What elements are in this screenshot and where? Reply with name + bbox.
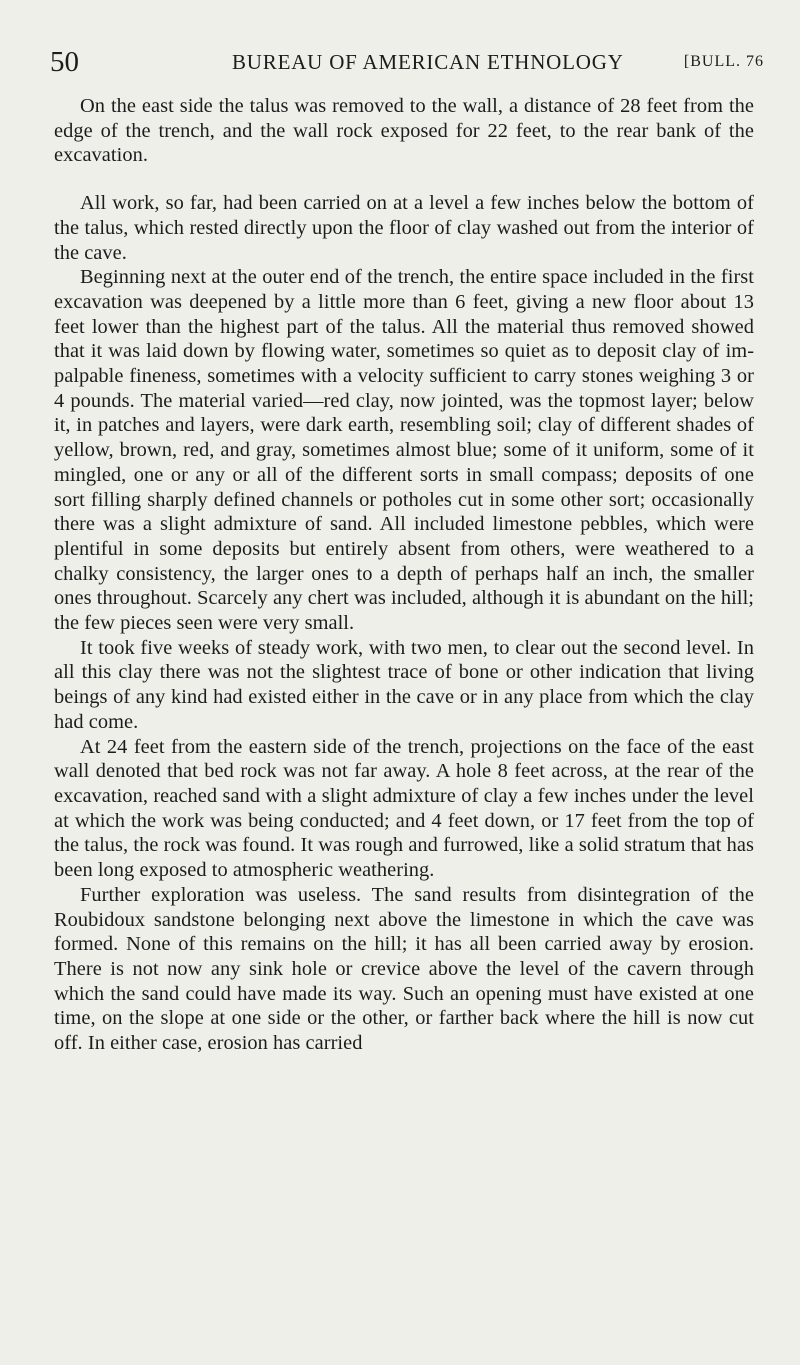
paragraph: All work, so far, had been carried on at a level a few inches below the bottom of the talus, which rested directly upon the floor of clay washed out from the interior of the cave. [54,192,754,264]
paragraph: Further exploration was useless. The sand results from disintegration of the Roubidoux sandstone belonging next above the limestone in which the cave was formed. None of this remains on the hill; it has all been carried away by erosion. There is not now any sink hole or crevice above the level of the cavern through which the sand could have made its way. Such an opening must have existed at one time, on the slope at one side or the other, or farther back where the hill is now cut off. In either case, erosion has carried [54,883,754,1055]
page-number: 50 [50,46,79,78]
running-title: BUREAU OF AMERICAN ETHNOLOGY [232,50,624,74]
body-text [54,94,754,1056]
paragraph: It took five weeks of steady work, with two men, to clear out the second level. In all this clay there was not the slightest trace of bone or other indication that living beings of any kind had existed either in the cave or in any place from which the clay had come. [54,636,754,733]
paragraph: On the east side the talus was removed to the wall, a distance of 28 feet from the edge of the trench, and the wall rock exposed for 22 feet, to the rear bank of the excavation. [54,95,754,167]
paragraph: At 24 feet from the eastern side of the trench, projections on the face of the east wall denoted that bed rock was not far away. A hole 8 feet across, at the rear of the excavation, reached sand with a slight admixture of clay a few inches under the level at which the work was being conducted; and 4 feet down, or 17 feet from the top of the talus, the rock was found. It was rough and furrowed, like a solid stratum that has been long exposed to atmospheric weathering. [54,735,754,882]
bulletin-reference: [BULL. 76 [683,53,764,70]
page-header [50,44,764,80]
paragraph: Beginning next at the outer end of the trench, the entire space included in the first excavation was deepened by a little more than 6 feet, giving a new floor about 13 feet lower than the highest part of the talus. All the material thus removed showed that it was laid down by flowing water, sometimes so quiet as to deposit clay of impalpable fineness, sometimes with a velocity sufficient to carry stones weighing 3 or 4 pounds. The material varied—red clay, now jointed, was the topmost layer; below it, in patches and layers, were dark earth, resembling soil; clay of different shades of yellow, brown, red, and gray, sometimes almost blue; some of it uniform, some of it mingled, one or any or all of the different sorts in small compass; deposits of one sort filling sharply defined channels or potholes cut in some other sort; occasionally there was a slight admixture of sand. All included limestone pebbles, which were plentiful in some deposits but entirely absent from others, were weathered to a chalky consistency, the larger ones to a depth of perhaps half an inch, the smaller ones throughout. Scarcely any chert was included, although it is abundant on the hill; the few pieces seen were very small. [54,266,754,635]
